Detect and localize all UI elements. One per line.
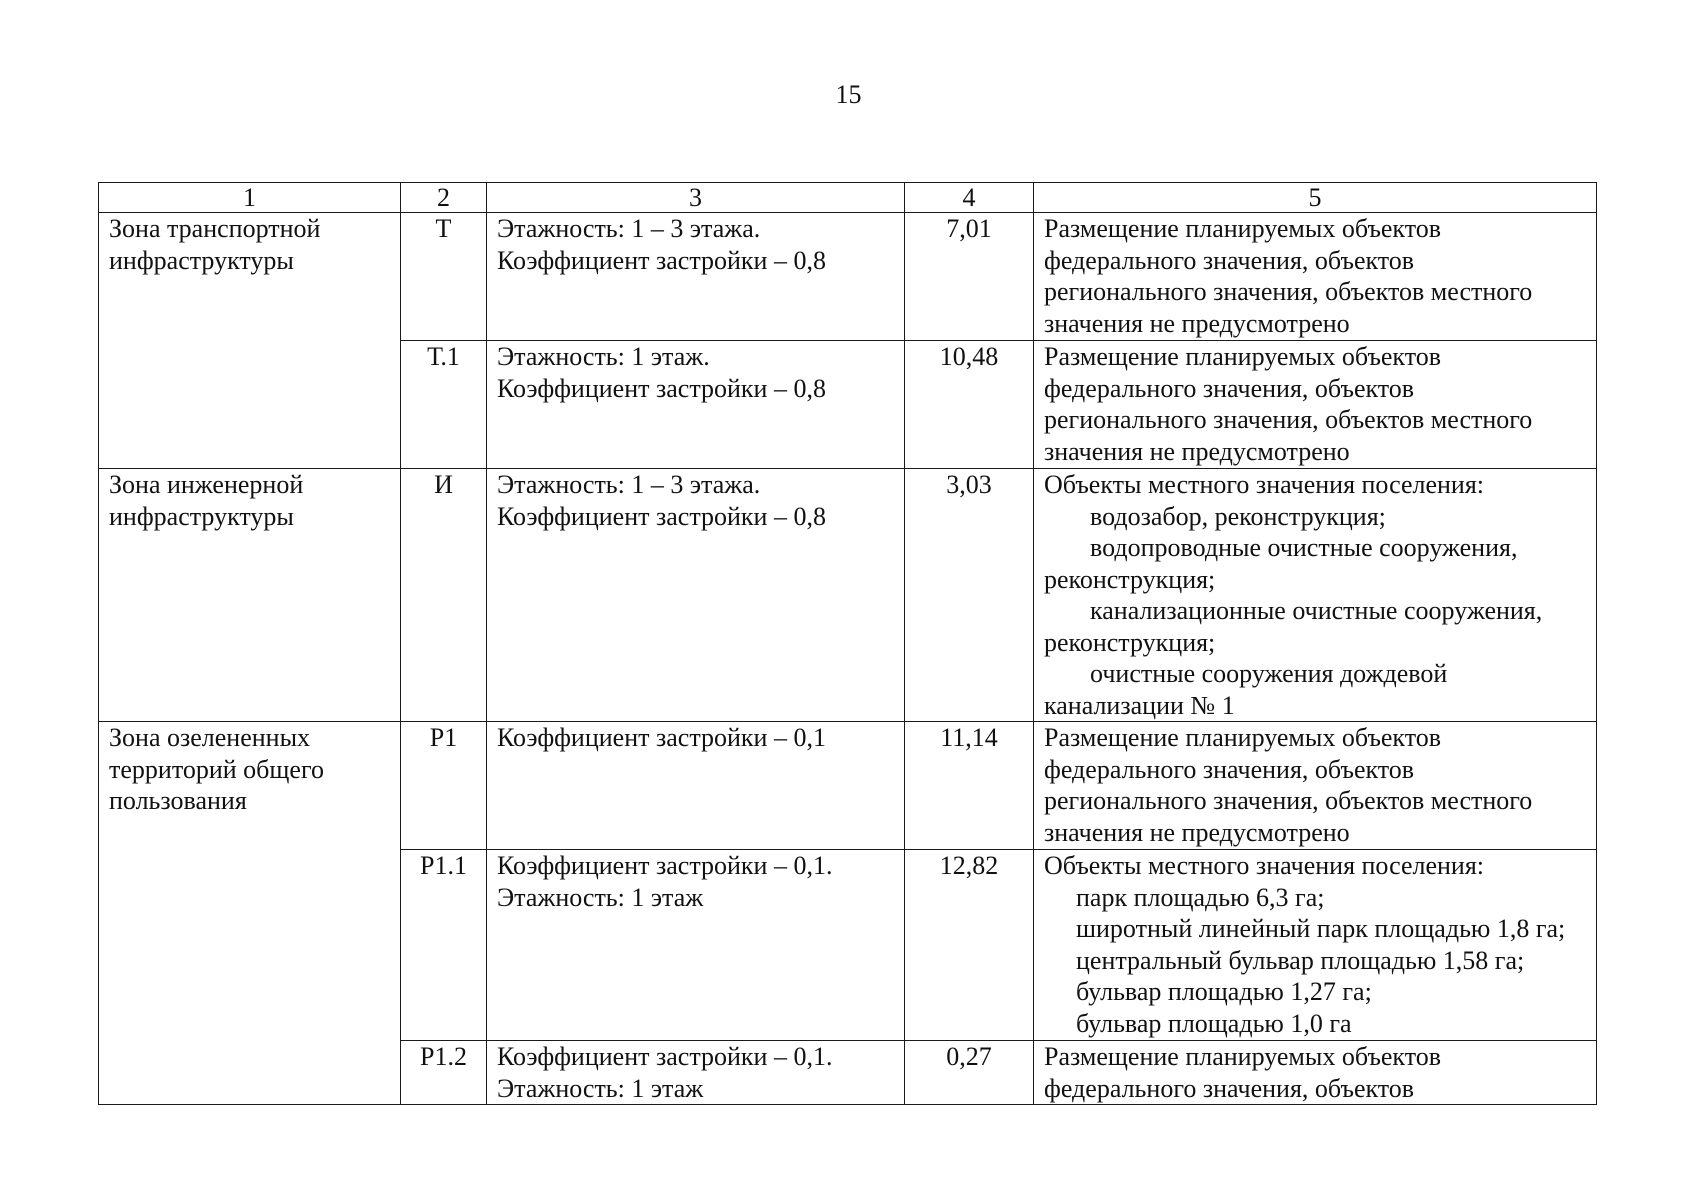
zone-code: Т.1 [401,341,487,469]
zone-area: 12,82 [905,850,1034,1041]
zone-name-cell [99,213,401,469]
objects-line: регионального значения, объектов местного [1044,405,1533,434]
objects-line: Размещение планируемых объектов [1044,342,1442,371]
objects-item: канализационные очистные сооружения, [1090,596,1543,625]
zone-name-cell [99,469,401,722]
table-row [99,722,1597,850]
zone-name-line: территорий общего [109,754,324,784]
objects-item-continuation: реконструкция; [1044,564,1216,594]
zone-params-cell [487,850,905,1041]
zone-area: 7,01 [905,213,1034,341]
zone-params-cell [487,1041,905,1105]
objects-item: широтный линейный парк площадью 1,8 га; [1076,914,1566,943]
zone-code: Р1.2 [401,1041,487,1105]
zone-code: И [401,469,487,722]
column-header-3: 3 [487,183,905,213]
zone-objects-cell [1034,1041,1597,1105]
table-row [99,213,1597,341]
column-header-1: 1 [99,183,401,213]
objects-title: Объекты местного значения поселения: [1044,851,1485,880]
column-header-5: 5 [1034,183,1597,213]
zone-params-cell [487,213,905,341]
zone-code: Р1.1 [401,850,487,1041]
zone-objects-cell [1034,469,1597,722]
objects-title: Объекты местного значения поселения: [1044,470,1485,499]
param-line: Коэффициент застройки – 0,8 [497,373,826,403]
zone-name-line: Зона транспортной [109,214,321,243]
objects-line: федерального значения, объектов [1044,1073,1415,1103]
param-line: Этажность: 1 этаж [497,882,704,912]
objects-line: регионального значения, объектов местного [1044,786,1533,815]
param-line: Коэффициент застройки – 0,1 [497,723,826,752]
objects-line: значения не предусмотрено [1044,308,1350,338]
objects-item: очистные сооружения дождевой [1090,659,1448,688]
column-header-2: 2 [401,183,487,213]
zone-name-line: инфраструктуры [109,501,294,531]
objects-line: регионального значения, объектов местного [1044,277,1533,306]
param-line: Этажность: 1 этаж [497,1073,704,1103]
objects-line: федерального значения, объектов [1044,245,1415,275]
objects-item: водозабор, реконструкция; [1090,501,1386,531]
table-row [99,469,1597,722]
zone-name-line: Зона озелененных [109,723,311,752]
objects-line: федерального значения, объектов [1044,754,1415,784]
zone-area: 11,14 [905,722,1034,850]
zone-params-cell [487,469,905,722]
objects-item-continuation: канализации № 1 [1044,690,1235,720]
zone-name-line: пользования [109,786,247,815]
objects-item: центральный бульвар площадью 1,58 га; [1076,945,1525,975]
zone-name-line: Зона инженерной [109,470,304,499]
zone-objects-cell [1034,722,1597,850]
zone-objects-cell [1034,850,1597,1041]
zones-table [98,182,1597,1105]
objects-line: Размещение планируемых объектов [1044,214,1442,243]
column-header-4: 4 [905,183,1034,213]
objects-item: бульвар площадью 1,0 га [1076,1008,1352,1038]
objects-line: Размещение планируемых объектов [1044,1042,1442,1071]
param-line: Коэффициент застройки – 0,8 [497,501,826,531]
objects-item: бульвар площадью 1,27 га; [1076,977,1372,1006]
param-line: Коэффициент застройки – 0,8 [497,245,826,275]
zone-name-line: инфраструктуры [109,245,294,275]
objects-item: водопроводные очистные сооружения, [1090,533,1518,562]
objects-line: Размещение планируемых объектов [1044,723,1442,752]
param-line: Этажность: 1 – 3 этажа. [497,470,761,499]
zone-area: 0,27 [905,1041,1034,1105]
zone-area: 10,48 [905,341,1034,469]
zone-area: 3,03 [905,469,1034,722]
objects-line: значения не предусмотрено [1044,817,1350,847]
zone-name-cell [99,722,401,1105]
objects-line: значения не предусмотрено [1044,436,1350,466]
zone-params-cell [487,722,905,850]
zone-objects-cell [1034,341,1597,469]
zone-code: Р1 [401,722,487,850]
zone-code: Т [401,213,487,341]
table-header-row [99,183,1597,213]
zone-objects-cell [1034,213,1597,341]
objects-item-continuation: реконструкция; [1044,627,1216,657]
param-line: Коэффициент застройки – 0,1. [497,1042,833,1071]
objects-item: парк площадью 6,3 га; [1076,882,1325,912]
param-line: Этажность: 1 этаж. [497,342,710,371]
param-line: Этажность: 1 – 3 этажа. [497,214,761,243]
param-line: Коэффициент застройки – 0,1. [497,851,833,880]
page-number: 15 [835,80,862,109]
objects-line: федерального значения, объектов [1044,373,1415,403]
zone-params-cell [487,341,905,469]
